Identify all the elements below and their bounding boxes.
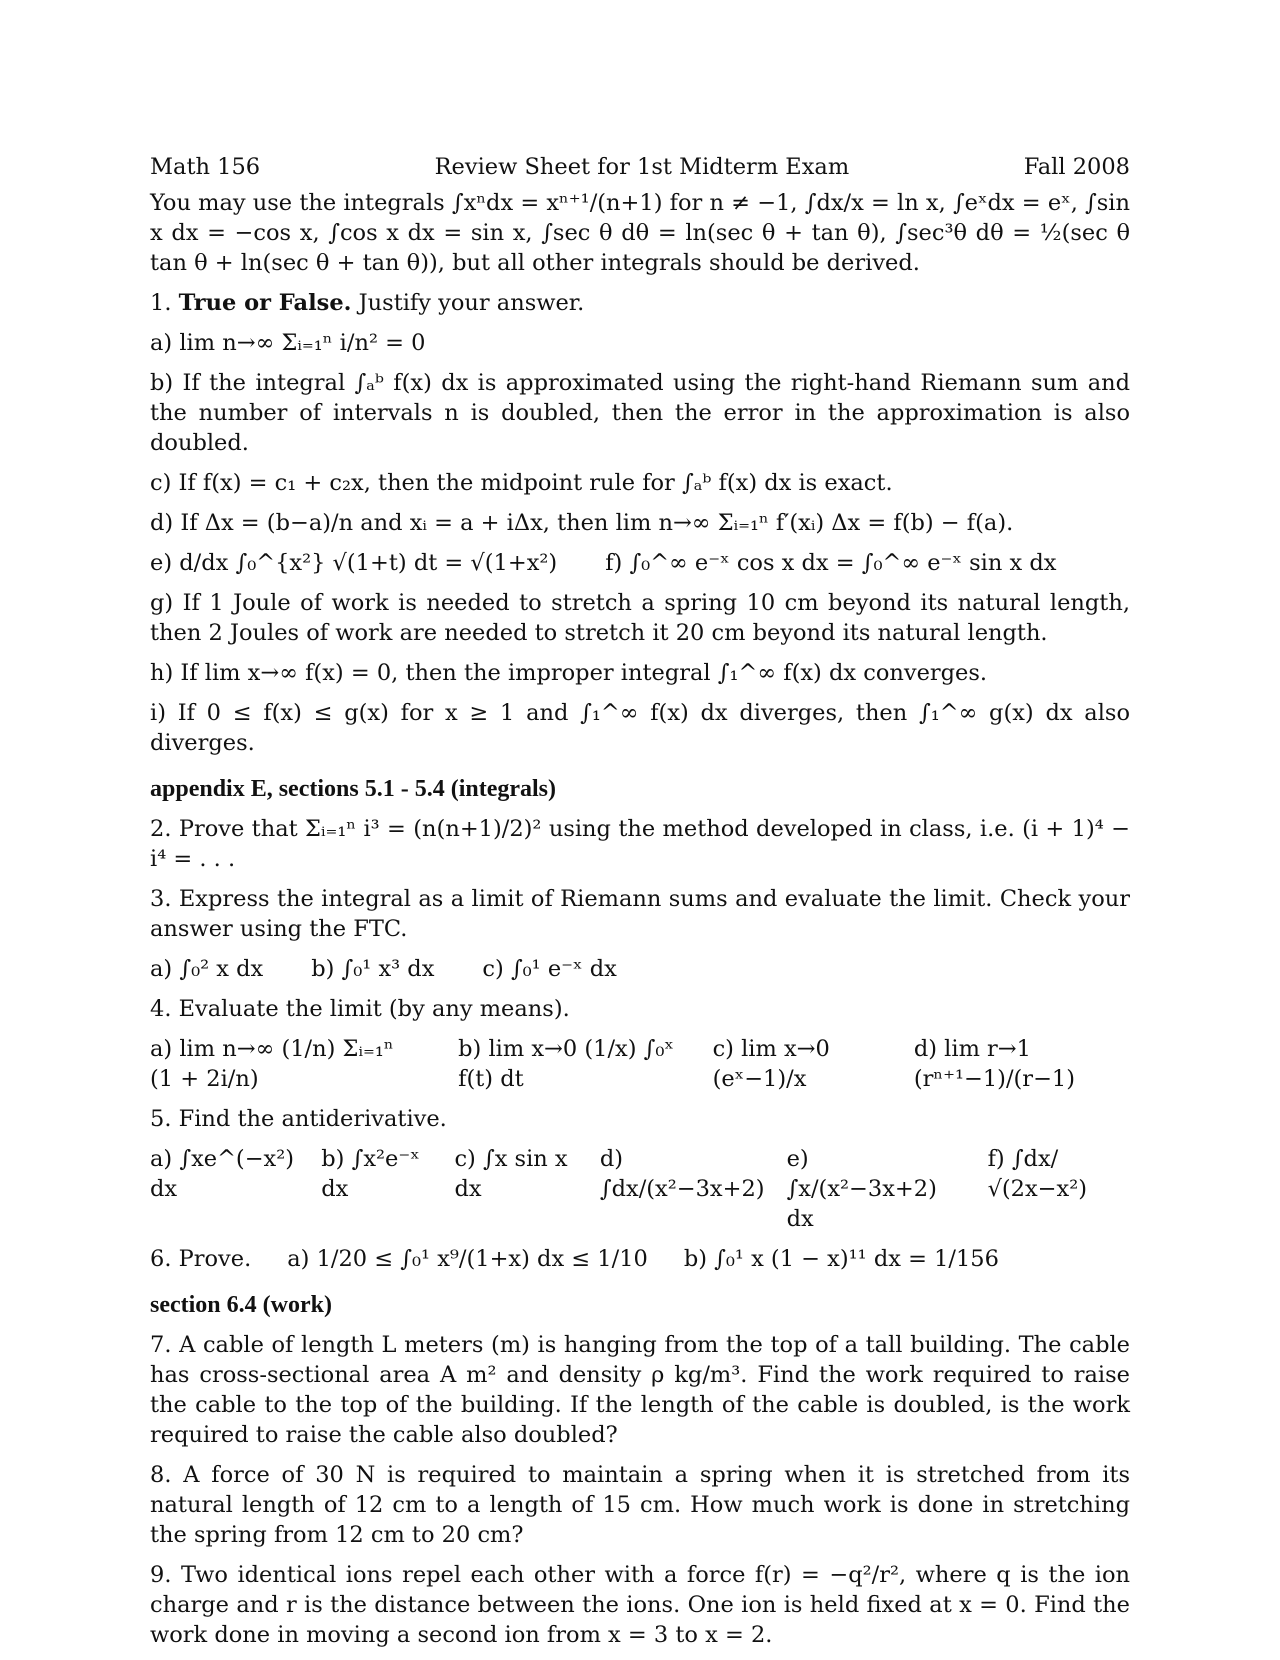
q4-part-b: b) lim x→0 (1/x) ∫₀ˣ f(t) dt <box>458 1036 674 1092</box>
term: Fall 2008 <box>1023 154 1130 180</box>
q6-part-a: a) 1/20 ≤ ∫₀¹ x⁹/(1+x) dx ≤ 1/10 <box>287 1246 648 1272</box>
q4-part-c: c) lim x→0 (eˣ−1)/x <box>712 1036 830 1092</box>
q5-parts <box>150 1144 1130 1234</box>
q1-part-b: b) If the integral ∫ₐᵇ f(x) dx is approximated using the right-hand Riemann sum and the number of intervals n is doubled, then the error in the approximation is also doubled. <box>150 370 1130 456</box>
q1-part-h: h) If lim x→∞ f(x) = 0, then the improper integral ∫₁^∞ f(x) dx converges. <box>150 660 988 686</box>
q5-part-e: e) ∫x/(x²−3x+2) dx <box>786 1146 937 1232</box>
question-3 <box>150 884 1130 944</box>
q5-part-d: d) ∫dx/(x²−3x+2) <box>599 1146 765 1202</box>
q5-part-c: c) ∫x sin x dx <box>454 1146 568 1202</box>
q1-part-a: a) lim n→∞ Σᵢ₌₁ⁿ i/n² = 0 <box>150 330 426 356</box>
question-4: 4. Evaluate the limit (by any means). <box>150 996 570 1022</box>
q1-number: 1. <box>150 290 172 316</box>
question-7: 7. A cable of length L meters (m) is hanging from the top of a tall building. The cable has cross-sectional area A m² and density ρ kg/m³. Find the work required to raise the cable to the top of the building. If the length of the cable is doubled, is the work required to raise the cable also doubled? <box>150 1332 1130 1448</box>
intro-paragraph: You may use the integrals ∫xⁿdx = xⁿ⁺¹/(n+1) for n ≠ −1, ∫dx/x = ln x, ∫eˣdx = eˣ, ∫sin x dx = −cos x, ∫cos x dx = sin x, ∫sec θ dθ = ln(sec θ + tan θ), ∫sec³θ dθ = ½(sec θ tan θ + ln(sec θ + tan θ)), but all other integrals should be derived. <box>150 190 1130 276</box>
q1-part-e: e) d/dx ∫₀^{x²} √(1+t) dt = √(1+x²) <box>150 550 558 576</box>
q4-part-d: d) lim r→1 (rⁿ⁺¹−1)/(r−1) <box>913 1036 1076 1092</box>
course-name: Math 156 <box>150 154 261 180</box>
q5-part-b: b) ∫x²e⁻ˣ dx <box>321 1146 420 1202</box>
q5-part-a: a) ∫xe^(−x²) dx <box>150 1146 295 1202</box>
question-2: 2. Prove that Σᵢ₌₁ⁿ i³ = (n(n+1)/2)² using the method developed in class, i.e. (i + 1)⁴ − i⁴ = . . . <box>150 816 1130 872</box>
page-header <box>150 152 1130 182</box>
section-heading-work: section 6.4 (work) <box>150 1292 332 1318</box>
q3-part-c: c) ∫₀¹ e⁻ˣ dx <box>482 956 617 982</box>
q4-part-a: a) lim n→∞ (1/n) Σᵢ₌₁ⁿ (1 + 2i/n) <box>150 1036 394 1092</box>
q3-parts <box>150 954 1130 984</box>
q1-part-d: d) If Δx = (b−a)/n and xᵢ = a + iΔx, then lim n→∞ Σᵢ₌₁ⁿ f′(xᵢ) Δx = f(b) − f(a). <box>150 510 1014 536</box>
q1-part-i: i) If 0 ≤ f(x) ≤ g(x) for x ≥ 1 and ∫₁^∞ f(x) dx diverges, then ∫₁^∞ g(x) dx also diverges. <box>150 700 1130 756</box>
q3-text: 3. Express the integral as a limit of Riemann sums and evaluate the limit. Check your answer using the FTC. <box>150 886 1130 942</box>
q5-part-f: f) ∫dx/√(2x−x²) <box>987 1146 1088 1202</box>
question-5: 5. Find the antiderivative. <box>150 1106 447 1132</box>
question-9: 9. Two identical ions repel each other with a force f(r) = −q²/r², where q is the ion charge and r is the distance between the ions. One ion is held fixed at x = 0. Find the work done in moving a second ion from x = 3 to x = 2. <box>150 1562 1130 1648</box>
q1-parts-e-f <box>150 548 1130 578</box>
question-6 <box>150 1244 1130 1274</box>
q3-part-a: a) ∫₀² x dx <box>150 956 264 982</box>
q1-instruction: Justify your answer. <box>358 290 585 316</box>
question-1 <box>150 288 1130 318</box>
section-heading-integrals: appendix E, sections 5.1 - 5.4 (integrals) <box>150 776 557 802</box>
q1-part-c: c) If f(x) = c₁ + c₂x, then the midpoint rule for ∫ₐᵇ f(x) dx is exact. <box>150 470 893 496</box>
q3-part-b: b) ∫₀¹ x³ dx <box>311 956 435 982</box>
q4-parts <box>150 1034 1130 1094</box>
q1-bold-label: True or False. <box>178 290 352 316</box>
q6-text: 6. Prove. <box>150 1246 252 1272</box>
q1-part-g: g) If 1 Joule of work is needed to stretch a spring 10 cm beyond its natural length, then 2 Joules of work are needed to stretch it 20 cm beyond its natural length. <box>150 590 1130 646</box>
question-8: 8. A force of 30 N is required to maintain a spring when it is stretched from its natural length of 12 cm to a length of 15 cm. How much work is done in stretching the spring from 12 cm to 20 cm? <box>150 1462 1130 1548</box>
q1-part-f: f) ∫₀^∞ e⁻ˣ cos x dx = ∫₀^∞ e⁻ˣ sin x dx <box>605 550 1057 576</box>
document-page <box>150 152 1130 1660</box>
sheet-title: Review Sheet for 1st Midterm Exam <box>434 154 850 180</box>
q6-part-b: b) ∫₀¹ x (1 − x)¹¹ dx = 1/156 <box>683 1246 999 1272</box>
